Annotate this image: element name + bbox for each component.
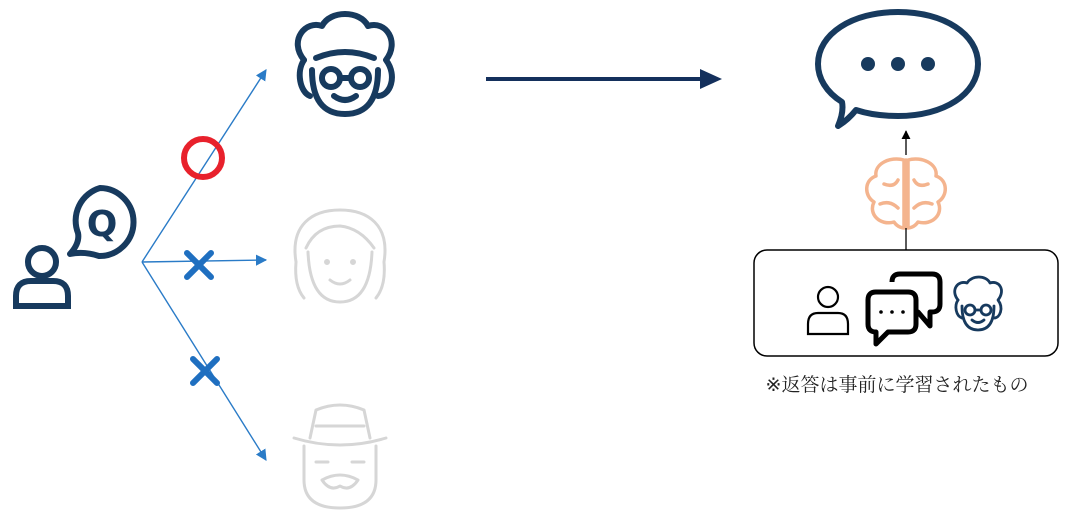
question-bubble-icon [70,188,134,256]
chat-bubbles-icon [868,274,940,344]
speech-bubble-ellipsis-icon [818,12,978,126]
circle-icon [184,139,222,177]
cross-icon [187,253,211,277]
asker-person-icon [16,248,68,306]
elderly-woman-glasses-icon [298,14,392,114]
branch-arrow-top [142,70,266,262]
branch-arrows [142,70,266,460]
elderly-woman-glasses-icon [955,277,1002,330]
brain-icon [867,159,946,228]
question-badge-letter: Q [86,204,118,245]
big-arrow [486,69,722,89]
person-icon [808,287,848,334]
young-woman-icon [295,210,385,302]
footnote-text: ※返答は事前に学習されたもの [765,374,1029,396]
branch-arrow-bottom [142,262,266,460]
man-cowboy-hat-mustache-icon [294,405,386,508]
